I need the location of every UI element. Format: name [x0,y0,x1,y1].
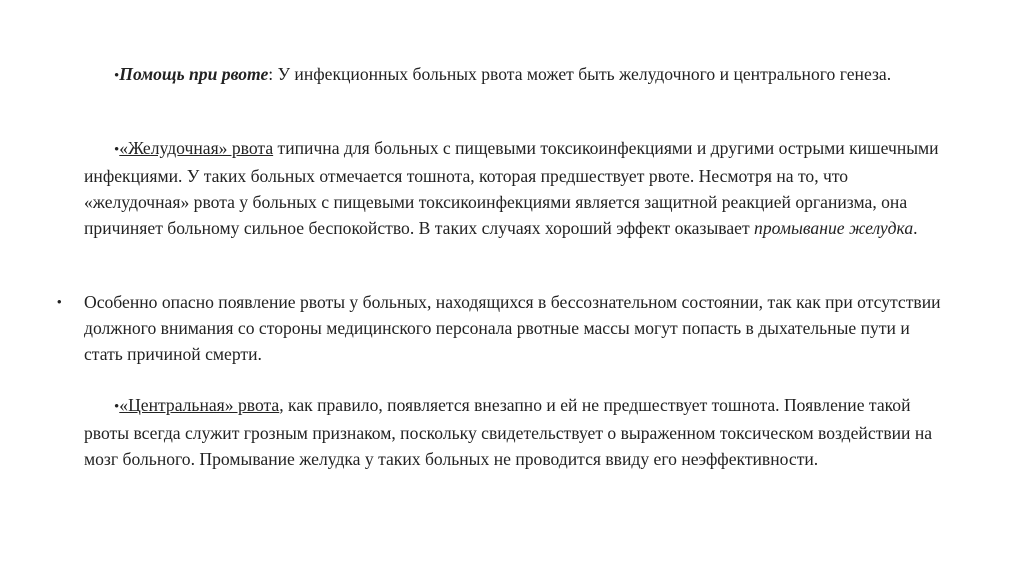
bullet: • [114,399,120,415]
term-central-vomiting: «Центральная» рвота [119,395,280,415]
paragraph-gastric-vomiting [84,135,944,241]
paragraph-unconscious-danger [84,289,944,367]
paragraph-text: У инфекционных больных рвота может быть желудочного и центрального генеза. [277,64,892,84]
emphasis-gastric-lavage: промывание желудка [754,218,914,238]
paragraph-end: . [913,218,918,238]
bullet: • [114,142,120,158]
heading-vomiting-help: Помощь при рвоте [119,64,269,84]
bullet: • [114,68,120,84]
list-bullet: • [57,294,62,309]
paragraph-text: , как правило, появляется внезапно и ей не предшествует тошнота. Появление такой рвоты всегда служит грозным признаком, поскольку свидетельствует о выраженном токсическом воздействии на мозг больного. Промывание желудка у таких больных не проводится ввиду его неэффективности. [84,395,933,469]
term-gastric-vomiting: «Желудочная» рвота [119,138,274,158]
paragraph-central-vomiting [84,392,944,472]
paragraph-text: Особенно опасно появление рвоты у больных, находящихся в бессознательном состоянии, так как при отсутствии должного внимания со стороны медицинского персонала рвотные массы могут попасть в дыхательные пути и стать причиной смерти. [84,292,941,364]
paragraph-text: типична для больных с пищевыми токсикоинфекциями и другими острыми кишечными инфекциями. У таких больных отмечается тошнота, которая предшествует рвоте. Несмотря на то, что «желудочная» рвота у больных с пищевыми токсикоинфекциями является защитной реакцией организма, она причиняет больному сильное беспокойство. В таких случаях хороший эффект оказывает [84,138,939,238]
paragraph-vomiting-help [84,61,944,89]
heading-suffix: : [268,64,278,84]
